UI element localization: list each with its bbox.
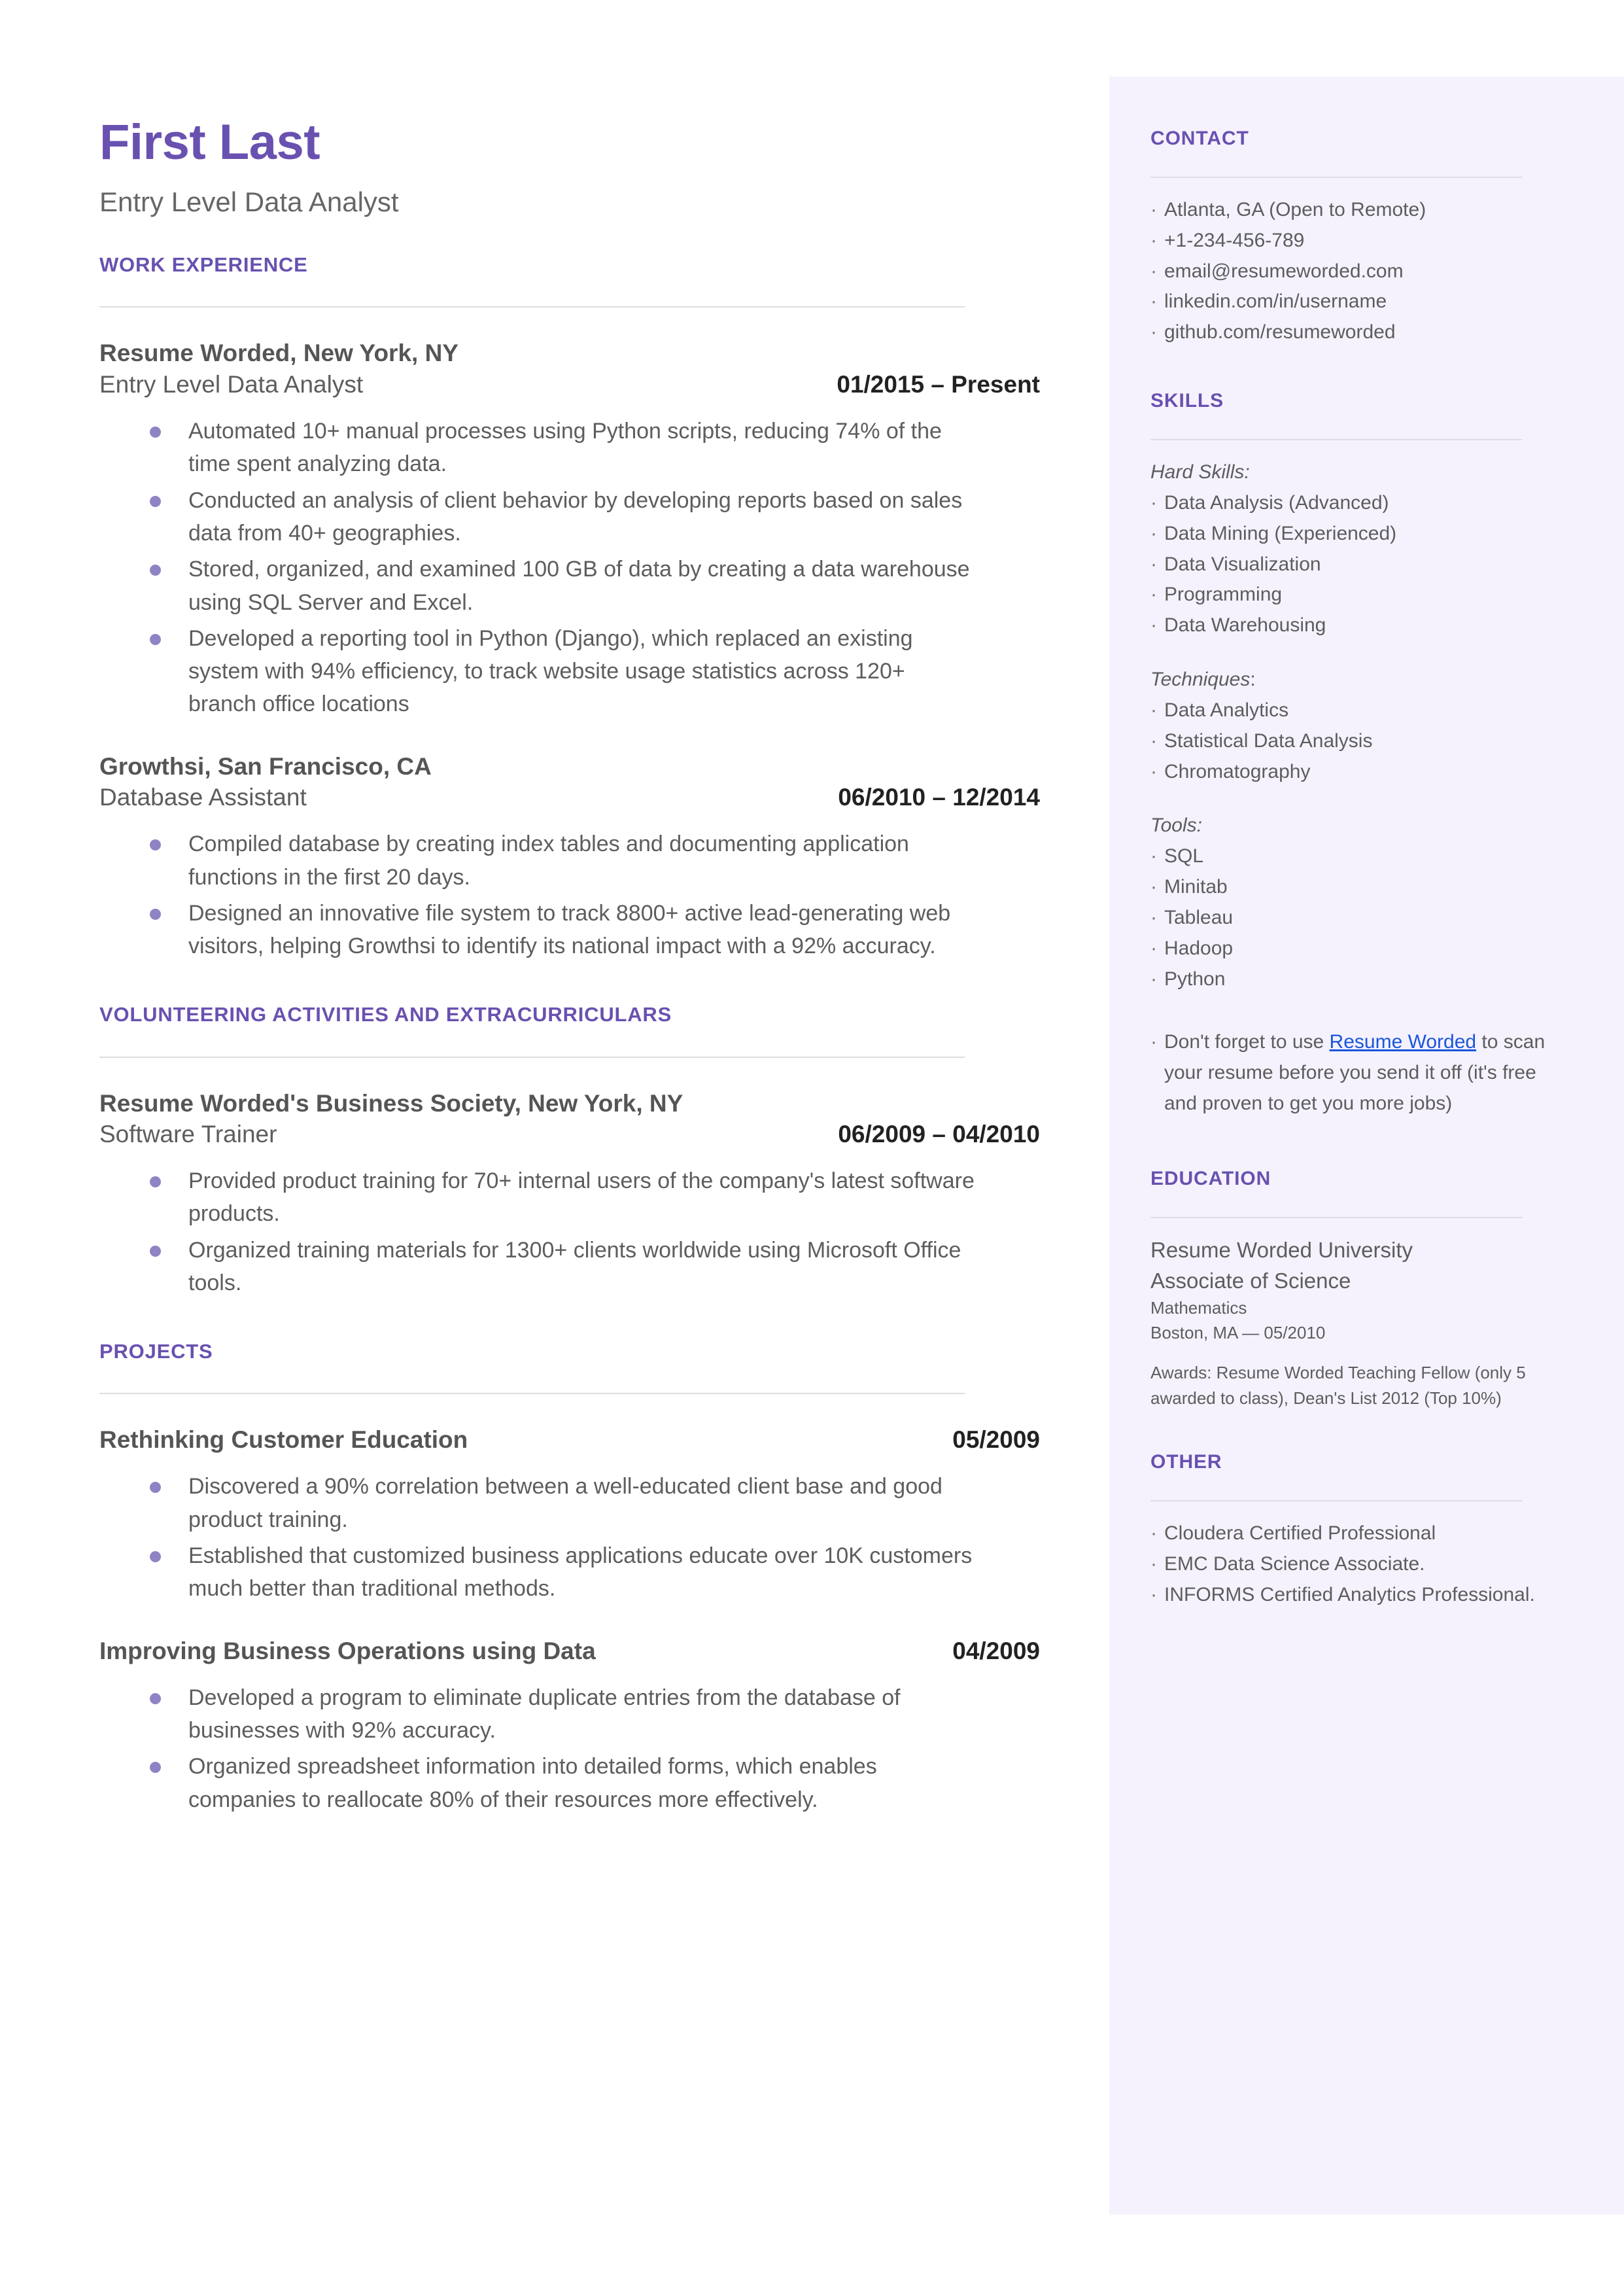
skill-item: SQL	[1164, 845, 1204, 867]
bullet-icon: ·	[1150, 968, 1157, 990]
contact-github[interactable]: github.com/resumeworded	[1164, 321, 1396, 343]
education-details	[1150, 1235, 1561, 1411]
sidebar-section-other	[1150, 1451, 1561, 1610]
sidebar-heading-other: OTHER	[1150, 1451, 1222, 1473]
list-item	[99, 1234, 976, 1300]
bullet-icon	[150, 565, 161, 576]
bullet-icon	[150, 1551, 161, 1562]
contact-email[interactable]: email@resumeworded.com	[1164, 260, 1404, 282]
list-item	[99, 1750, 976, 1816]
list-item	[1150, 287, 1561, 317]
education-school: Resume Worded University	[1150, 1237, 1413, 1262]
project-entry	[99, 1636, 1040, 1816]
skills-group-label-text: Hard Skills:	[1150, 461, 1250, 483]
section-divider	[99, 306, 965, 307]
sidebar-divider	[1150, 177, 1522, 178]
list-item	[99, 1681, 976, 1747]
contact-list	[1150, 195, 1561, 348]
bullet-text: Designed an innovative file system to track 8800+ active lead-generating web visitors, helping Growthsi to identify its national impact with a 92% accuracy.	[188, 900, 951, 959]
project-title: Rethinking Customer Education	[99, 1426, 468, 1454]
promo-text-after: to scan your resume before you send it off (it's free and proven to get you more jobs)	[1164, 1031, 1546, 1114]
list-item	[1150, 934, 1561, 964]
project-title-row	[99, 1424, 1040, 1456]
bullet-icon: ·	[1150, 1031, 1157, 1053]
skill-item: Programming	[1164, 584, 1283, 606]
volunteering-bullet-list	[99, 1165, 976, 1299]
list-item	[1150, 1518, 1561, 1549]
skills-group-techniques	[1150, 665, 1561, 787]
bullet-text: Compiled database by creating index tables and documenting application functions in the first 20 days.	[188, 832, 909, 890]
list-item	[1150, 519, 1561, 550]
bullet-icon: ·	[1150, 614, 1157, 637]
promo-note	[1150, 1027, 1561, 1119]
experience-dates: 01/2015 – Present	[837, 370, 1040, 398]
list-item	[99, 1539, 976, 1605]
skill-item: Hadoop	[1164, 937, 1234, 959]
experience-organization: Resume Worded, New York, NY	[99, 340, 458, 367]
bullet-icon: ·	[1150, 937, 1157, 959]
sidebar-divider	[1150, 439, 1522, 440]
bullet-text: Established that customized business applications educate over 10K customers much better than traditional methods.	[188, 1543, 973, 1602]
list-item	[1150, 841, 1561, 872]
list-item	[1150, 488, 1561, 519]
bullet-icon: ·	[1150, 845, 1157, 867]
skill-item: Data Mining (Experienced)	[1164, 522, 1397, 544]
list-item	[1150, 726, 1561, 757]
contact-linkedin[interactable]: linkedin.com/in/username	[1164, 290, 1387, 313]
certification-item: Cloudera Certified Professional	[1164, 1522, 1436, 1545]
sidebar-section-contact	[1150, 128, 1561, 348]
project-bullet-list	[99, 1681, 976, 1816]
skill-item: Minitab	[1164, 876, 1228, 898]
bullet-text: Stored, organized, and examined 100 GB of data by creating a data warehouse using SQL Server and Excel.	[188, 557, 970, 615]
promo-text	[1164, 1027, 1561, 1119]
contact-location: Atlanta, GA (Open to Remote)	[1164, 199, 1426, 220]
bullet-icon	[150, 909, 161, 920]
volunteering-role-row	[99, 1119, 1040, 1150]
skill-item: Data Analysis (Advanced)	[1164, 491, 1389, 514]
bullet-icon	[150, 634, 161, 645]
bullet-icon: ·	[1150, 229, 1157, 251]
project-bullet-list	[99, 1470, 976, 1605]
bullet-icon: ·	[1150, 321, 1157, 343]
sidebar-section-education	[1150, 1168, 1561, 1411]
experience-bullet-list	[99, 415, 976, 721]
bullet-icon: ·	[1150, 1583, 1157, 1605]
bullet-icon	[150, 427, 161, 438]
sidebar	[1109, 77, 1624, 2215]
bullet-icon: ·	[1150, 491, 1157, 514]
education-degree: Associate of Science	[1150, 1268, 1351, 1293]
bullet-icon: ·	[1150, 1553, 1157, 1575]
list-item	[1150, 226, 1561, 256]
education-field: Mathematics	[1150, 1298, 1247, 1318]
bullet-icon: ·	[1150, 906, 1157, 928]
experience-role: Database Assistant	[99, 784, 307, 811]
resume-worded-link[interactable]: Resume Worded	[1329, 1031, 1477, 1053]
sidebar-divider	[1150, 1217, 1522, 1218]
promo-text-before: Don't forget to use	[1164, 1031, 1330, 1053]
skills-group-label	[1150, 665, 1561, 694]
skills-group-hard	[1150, 457, 1561, 641]
list-item	[99, 553, 976, 619]
list-item	[99, 1165, 976, 1231]
project-date: 04/2009	[952, 1637, 1040, 1664]
bullet-text: Conducted an analysis of client behavior by developing reports based on sales data from 40+ geographies.	[188, 487, 963, 546]
bullet-text: Developed a program to eliminate duplicate entries from the database of businesses with 92% accuracy.	[188, 1685, 901, 1743]
project-title-row	[99, 1636, 1040, 1667]
experience-dates: 06/2010 – 12/2014	[838, 784, 1040, 811]
list-item	[99, 622, 976, 721]
skill-item: Data Visualization	[1164, 553, 1321, 575]
bullet-icon: ·	[1150, 1522, 1157, 1545]
list-item	[1150, 872, 1561, 903]
bullet-text: Organized training materials for 1300+ clients worldwide using Microsoft Office tools.	[188, 1237, 961, 1295]
bullet-icon	[150, 496, 161, 507]
list-item	[1150, 1549, 1561, 1580]
bullet-text: Discovered a 90% correlation between a well-educated client base and good product training.	[188, 1474, 942, 1532]
bullet-icon	[150, 1246, 161, 1257]
skill-item: Python	[1164, 968, 1226, 990]
sidebar-divider	[1150, 1500, 1522, 1501]
volunteering-role: Software Trainer	[99, 1120, 277, 1148]
skills-group-label-suffix: :	[1250, 668, 1256, 690]
skill-item: Chromatography	[1164, 760, 1311, 782]
experience-bullet-list	[99, 828, 976, 962]
skills-groups	[1150, 457, 1561, 1119]
education-location-date: Boston, MA — 05/2010	[1150, 1323, 1326, 1343]
list-item	[1150, 580, 1561, 610]
candidate-name: First Last	[99, 114, 320, 170]
list-item	[1150, 610, 1561, 641]
list-item	[1150, 903, 1561, 934]
bullet-icon: ·	[1150, 584, 1157, 606]
bullet-text: Provided product training for 70+ internal users of the company's latest software products.	[188, 1168, 975, 1227]
bullet-text: Organized spreadsheet information into detailed forms, which enables companies to reallocate 80% of their resources more effectively.	[188, 1754, 877, 1812]
bullet-icon: ·	[1150, 760, 1157, 782]
volunteering-entry	[99, 1088, 1040, 1300]
other-list	[1150, 1518, 1561, 1610]
bullet-icon: ·	[1150, 876, 1157, 898]
sidebar-heading-skills: SKILLS	[1150, 389, 1224, 412]
list-item	[99, 897, 976, 963]
skills-group-tools	[1150, 811, 1561, 994]
list-item	[1150, 256, 1561, 287]
sidebar-heading-contact: CONTACT	[1150, 128, 1249, 149]
bullet-icon	[150, 1693, 161, 1704]
section-divider	[99, 1057, 965, 1058]
volunteering-dates: 06/2009 – 04/2010	[838, 1120, 1040, 1148]
list-item	[1150, 1580, 1561, 1611]
experience-role-row	[99, 782, 1040, 813]
bullet-text: Developed a reporting tool in Python (Django), which replaced an existing system with 94% efficiency, to track website usage statistics across 120+ branch office locations	[188, 625, 913, 717]
bullet-icon: ·	[1150, 729, 1157, 752]
skill-item: Data Analytics	[1164, 699, 1289, 721]
list-item	[1150, 550, 1561, 580]
bullet-icon	[150, 1176, 161, 1187]
bullet-icon	[150, 1762, 161, 1773]
sidebar-section-skills	[1150, 390, 1561, 1119]
bullet-icon	[150, 839, 161, 850]
list-item	[1150, 757, 1561, 788]
bullet-icon: ·	[1150, 199, 1157, 220]
project-title: Improving Business Operations using Data	[99, 1637, 596, 1664]
skill-item: Statistical Data Analysis	[1164, 729, 1373, 752]
sidebar-heading-education: EDUCATION	[1150, 1167, 1271, 1189]
skills-group-label-text: Tools:	[1150, 815, 1202, 837]
list-item	[1150, 195, 1561, 226]
certification-item: INFORMS Certified Analytics Professional.	[1164, 1583, 1535, 1605]
bullet-icon: ·	[1150, 290, 1157, 313]
list-item	[99, 1470, 976, 1536]
experience-entry	[99, 338, 1040, 720]
list-item	[99, 828, 976, 894]
section-heading-work-experience: WORK EXPERIENCE	[99, 253, 308, 277]
volunteering-organization: Resume Worded's Business Society, New York, NY	[99, 1089, 683, 1117]
experience-organization: Growthsi, San Francisco, CA	[99, 752, 432, 780]
bullet-icon: ·	[1150, 553, 1157, 575]
section-divider	[99, 1393, 965, 1394]
skill-item: Tableau	[1164, 906, 1234, 928]
education-awards: Awards: Resume Worded Teaching Fellow (only 5 awarded to class), Dean's List 2012 (Top 10%)	[1150, 1363, 1526, 1408]
list-item	[1150, 695, 1561, 726]
experience-role-row	[99, 369, 1040, 400]
skill-item: Data Warehousing	[1164, 614, 1326, 637]
bullet-icon: ·	[1150, 522, 1157, 544]
main-column	[99, 0, 1040, 1819]
skills-group-label-text: Techniques	[1150, 668, 1251, 690]
bullet-icon: ·	[1150, 260, 1157, 282]
candidate-title: Entry Level Data Analyst	[99, 186, 399, 217]
experience-role: Entry Level Data Analyst	[99, 370, 364, 398]
list-item	[1150, 317, 1561, 348]
skills-group-label	[1150, 457, 1561, 487]
list-item	[99, 484, 976, 550]
list-item	[99, 415, 976, 481]
list-item	[1150, 964, 1561, 995]
experience-entry	[99, 751, 1040, 963]
section-heading-projects: PROJECTS	[99, 1340, 213, 1363]
bullet-icon: ·	[1150, 699, 1157, 721]
certification-item: EMC Data Science Associate.	[1164, 1553, 1425, 1575]
project-entry	[99, 1424, 1040, 1605]
bullet-text: Automated 10+ manual processes using Python scripts, reducing 74% of the time spent analyzing data.	[188, 418, 942, 477]
contact-phone[interactable]: +1-234-456-789	[1164, 229, 1305, 251]
skills-group-label	[1150, 811, 1561, 840]
bullet-icon	[150, 1482, 161, 1493]
section-heading-volunteering: VOLUNTEERING ACTIVITIES AND EXTRACURRICULARS	[99, 1003, 672, 1026]
project-date: 05/2009	[952, 1426, 1040, 1454]
